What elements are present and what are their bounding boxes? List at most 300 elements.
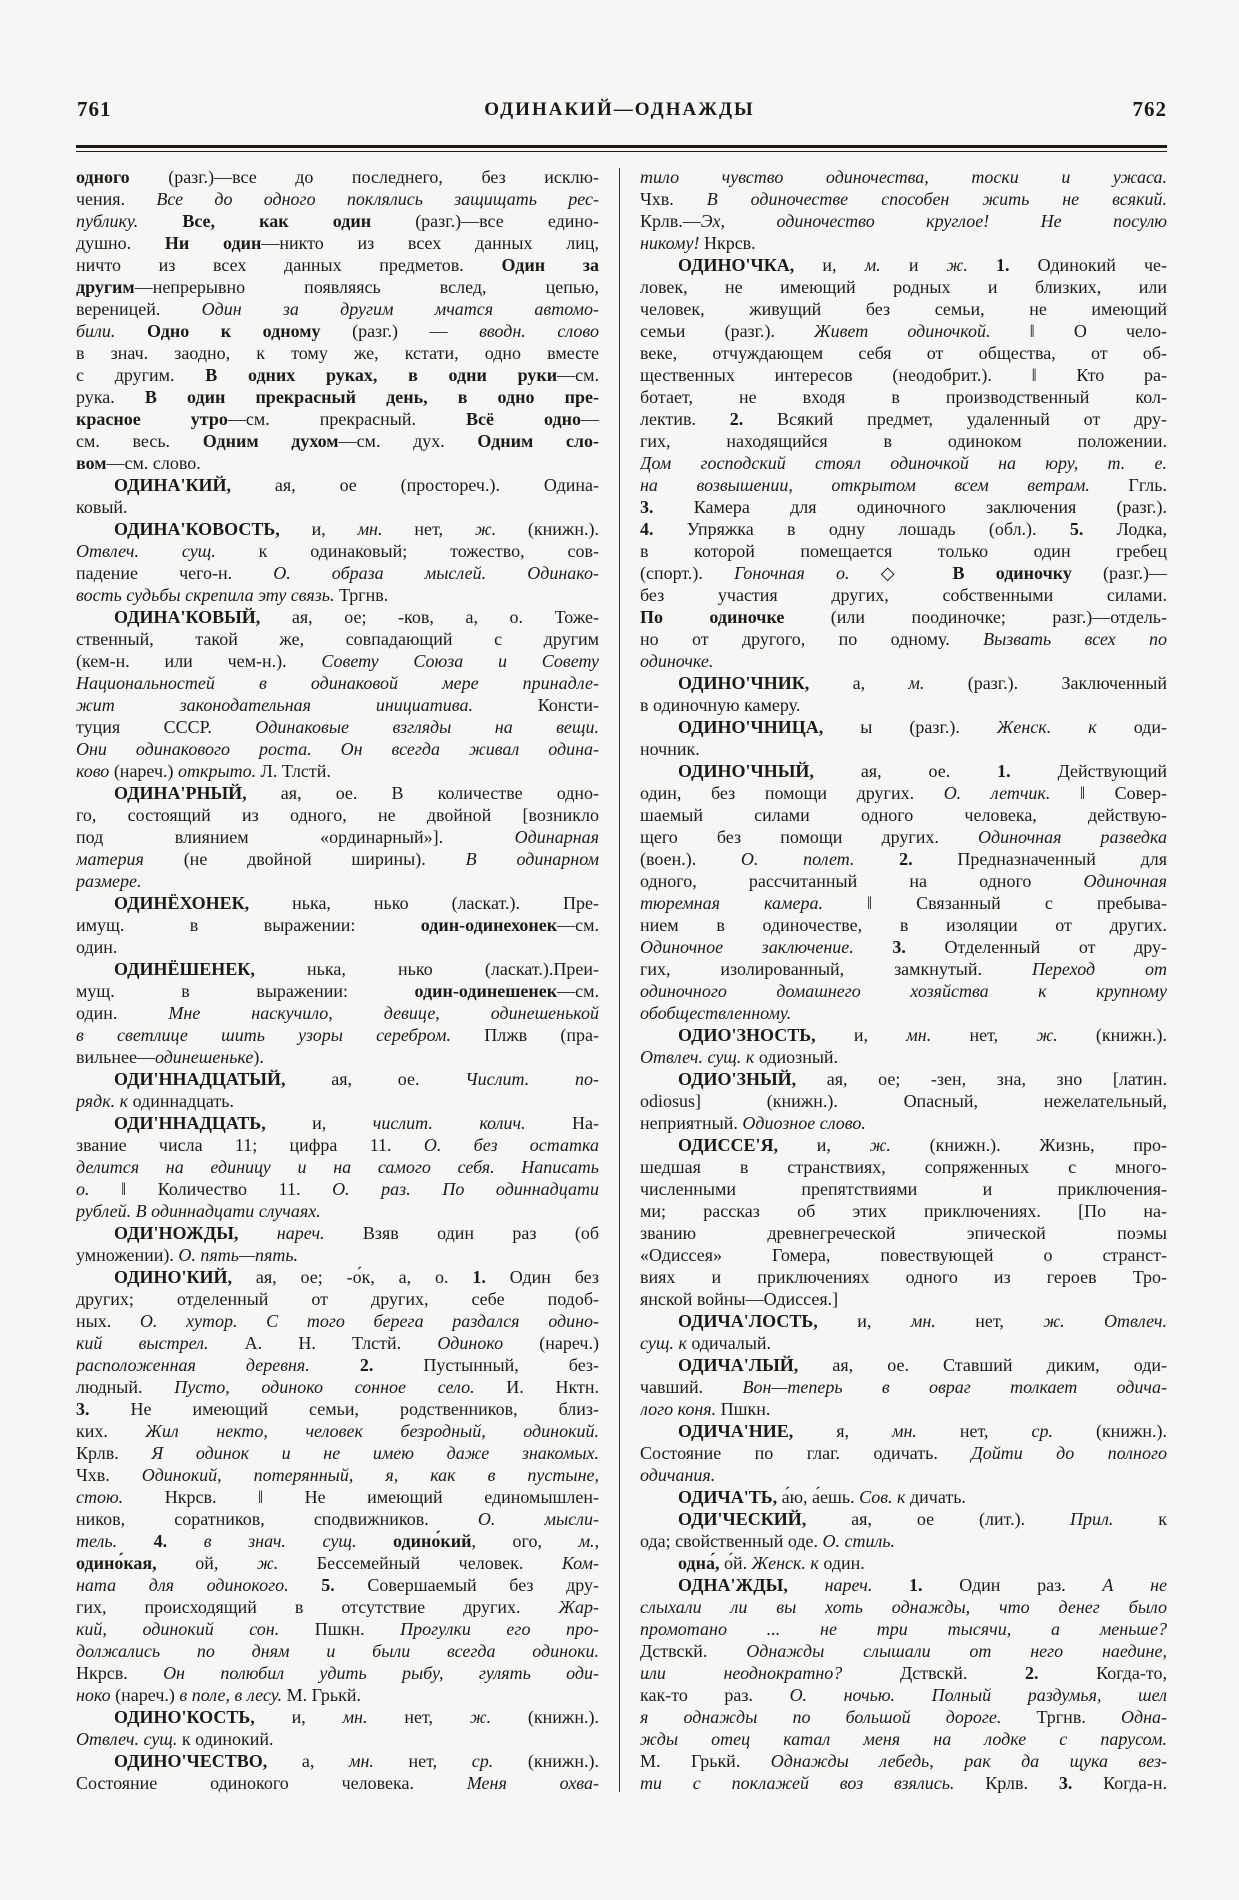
bold-text: одного — [76, 167, 130, 187]
text-line — [640, 738, 1167, 760]
text-line — [76, 452, 599, 474]
text-line — [76, 1376, 599, 1398]
plain-text: Когда-н. — [1072, 1773, 1167, 1793]
italic-text: Все до одного поклялись защищать рес- — [156, 189, 599, 209]
bold-text: ОДИНА'КОВЫЙ, — [114, 607, 261, 627]
plain-text — [872, 1575, 909, 1595]
text-line — [76, 782, 599, 804]
text-line — [640, 694, 1167, 716]
text-line — [76, 1706, 599, 1728]
bold-text: 5. — [321, 1575, 335, 1595]
bold-text: ОДИЧА'НИЕ, — [678, 1421, 794, 1441]
text-line — [76, 716, 599, 738]
italic-text: мн. — [910, 1311, 936, 1331]
italic-text: О. стиль. — [822, 1531, 896, 1551]
text-line — [76, 1596, 599, 1618]
text-line — [76, 166, 599, 188]
text-line — [640, 364, 1167, 386]
italic-text: ж. — [469, 1707, 492, 1727]
plain-text: ковый. — [76, 497, 128, 517]
plain-text: ы (разг.). — [823, 717, 997, 737]
plain-text: Совершаемый без дру- — [334, 1575, 599, 1595]
plain-text: щего без помощи других. — [640, 827, 978, 847]
plain-text: (книжн.). — [1052, 1421, 1167, 1441]
italic-text: Ком- — [561, 1553, 599, 1573]
italic-text: сущ. к — [640, 1333, 687, 1353]
plain-text: Состояние по глаг. одичать. — [640, 1443, 972, 1463]
text-line — [640, 826, 1167, 848]
plain-text: Бессемейный человек. — [278, 1553, 562, 1573]
plain-text: и, — [265, 1113, 373, 1133]
plain-text: Предназначенный для — [912, 849, 1167, 869]
text-line — [76, 826, 599, 848]
italic-text: одичания. — [640, 1465, 716, 1485]
text-line — [640, 958, 1167, 980]
plain-text: ая, ое; -о́к, а, о. — [232, 1267, 473, 1287]
text-line — [640, 562, 1167, 584]
plain-text: (нареч.) — [503, 1333, 599, 1353]
plain-text: ая, ое. В количестве одно- — [246, 783, 599, 803]
text-line — [76, 694, 599, 716]
plain-text: умножении). — [76, 1245, 179, 1265]
plain-text: Когда-то, — [1038, 1663, 1167, 1683]
italic-text: О. ночью. Полный раздумья, шел — [789, 1685, 1167, 1705]
plain-text: ая, ое. — [813, 761, 998, 781]
text-line — [76, 518, 599, 540]
plain-text: нием в одиночестве, в изоляции от других. — [640, 915, 1167, 935]
plain-text: виях и приключениях одного из героев Тро- — [640, 1267, 1167, 1287]
text-line — [640, 1046, 1167, 1068]
text-line — [640, 1530, 1167, 1552]
text-line — [76, 1618, 599, 1640]
bold-text: В одних руках, в одни руки — [205, 365, 558, 385]
plain-text: Одинокий че- — [1009, 255, 1167, 275]
text-line — [76, 320, 599, 342]
plain-text — [310, 1355, 360, 1375]
text-line — [640, 1728, 1167, 1750]
text-line — [76, 1288, 599, 1310]
italic-text: ната для одинокого. — [76, 1575, 289, 1595]
text-line — [640, 1244, 1167, 1266]
plain-text: — — [580, 409, 599, 429]
plain-text: одиннадцать. — [128, 1091, 234, 1111]
text-line — [640, 936, 1167, 958]
plain-text: нька, нько (ласкат.).Преи- — [254, 959, 599, 979]
plain-text: Действующий — [1010, 761, 1167, 781]
plain-text: ода; свойственный оде. — [640, 1531, 823, 1551]
italic-text: никому! — [640, 233, 700, 253]
text-line — [76, 474, 599, 496]
plain-text: (или поодиночке; разг.)—отдель- — [784, 607, 1167, 627]
italic-text: Меня охва- — [466, 1773, 599, 1793]
plain-text: лектив. — [640, 409, 730, 429]
italic-text: Одиноко — [437, 1333, 504, 1353]
plain-text: ‖ Совер- — [1050, 783, 1167, 803]
bold-text: ОДИ'ННАДЦАТЬ, — [114, 1113, 266, 1133]
italic-text: Жар- — [558, 1597, 599, 1617]
bold-text: 1. — [909, 1575, 923, 1595]
text-line — [76, 1244, 599, 1266]
italic-text: В одиночестве способен жить не всякий. — [706, 189, 1167, 209]
bold-text: ОДИЧА'ЛОСТЬ, — [678, 1311, 818, 1331]
text-line — [76, 1046, 599, 1068]
italic-text: Одиночное заключение. — [640, 937, 854, 957]
bold-text: ОДИНА'РНЫЙ, — [114, 783, 247, 803]
plain-text: (книжн.). — [493, 1751, 599, 1771]
plain-text: (книжн.). — [496, 519, 599, 539]
plain-text: одного, рассчитанный на одного — [640, 871, 1084, 891]
italic-text: должались по дням и были всегда одиноки. — [76, 1641, 599, 1661]
text-line — [76, 958, 599, 980]
text-line — [76, 1112, 599, 1134]
plain-text: туция СССР. — [76, 717, 256, 737]
italic-text: В одинарном — [465, 849, 599, 869]
plain-text: ловек, не имеющий родных и близких, или — [640, 277, 1167, 297]
text-line — [76, 1772, 599, 1794]
text-line — [640, 716, 1167, 738]
plain-text: звание числа 11; цифра 11. — [76, 1135, 424, 1155]
bold-text: 1. — [996, 255, 1010, 275]
italic-text: О. образа мыслей. Одинако- — [273, 563, 599, 583]
plain-text — [968, 255, 996, 275]
text-line — [640, 1288, 1167, 1310]
bold-text: ОДИССЕ'Я, — [678, 1135, 778, 1155]
plain-text: и, — [817, 1311, 911, 1331]
text-line — [640, 1706, 1167, 1728]
text-line — [76, 650, 599, 672]
italic-text: нареч. — [276, 1223, 325, 1243]
plain-text — [854, 937, 893, 957]
text-line — [76, 1398, 599, 1420]
plain-text: Консти- — [472, 695, 599, 715]
text-line — [640, 540, 1167, 562]
plain-text: один. — [76, 937, 118, 957]
text-line — [76, 606, 599, 628]
plain-text: (не двойной ширины). — [143, 849, 466, 869]
plain-text: (разг.)—все едино- — [371, 211, 599, 231]
plain-text: Крлв. — [76, 1443, 152, 1463]
italic-text: ж. — [1036, 1025, 1058, 1045]
bold-text: одино́кий — [393, 1531, 472, 1551]
bold-text: По одиночке — [640, 607, 785, 627]
bold-text: ОДИ'ННАДЦАТЫЙ, — [114, 1069, 286, 1089]
text-line — [76, 1662, 599, 1684]
text-line — [76, 1332, 599, 1354]
bold-text: 1. — [997, 761, 1011, 781]
bold-text: ОДИ'ЧЕСКИЙ, — [678, 1509, 807, 1529]
page-number-right: 762 — [1132, 97, 1167, 121]
plain-text: —никто из всех данных лиц, — [261, 233, 599, 253]
italic-text: Одинокий, потерянный, я, как в пустыне, — [141, 1465, 599, 1485]
text-line — [76, 1222, 599, 1244]
bold-text: Один за — [501, 255, 599, 275]
text-line — [640, 1266, 1167, 1288]
text-line — [640, 1750, 1167, 1772]
plain-text: и — [880, 255, 947, 275]
italic-text: Совету Союза и Совету — [321, 651, 599, 671]
italic-text: Дом господский стоял одиночкой на юру, т. е. — [640, 453, 1167, 473]
text-line — [640, 1464, 1167, 1486]
plain-text: но от другого, по одному. — [640, 629, 984, 649]
italic-text: в знач. сущ. — [203, 1531, 357, 1551]
text-line — [640, 892, 1167, 914]
text-line — [640, 1684, 1167, 1706]
text-line — [76, 562, 599, 584]
plain-text: и, — [254, 1707, 343, 1727]
italic-text: О. летчик. — [943, 783, 1051, 803]
bold-text: один-одинешенек — [414, 981, 558, 1001]
plain-text: Отделенный от дру- — [905, 937, 1167, 957]
plain-text: Пустынный, без- — [373, 1355, 599, 1375]
plain-text: о́й. — [719, 1553, 752, 1573]
bold-text: Одним сло- — [477, 431, 599, 451]
plain-text: без участия других, собственными силами. — [640, 585, 1167, 605]
plain-text: Чхв. — [76, 1465, 142, 1485]
plain-text: ‖ Связанный с пребыва- — [823, 893, 1167, 913]
text-line — [640, 870, 1167, 892]
italic-text: промотано ... не три тысячи, а меньше? — [640, 1619, 1167, 1639]
italic-text: Отвлеч. сущ. — [76, 541, 216, 561]
plain-text: ◇ — [849, 563, 953, 583]
text-line — [640, 276, 1167, 298]
plain-text: в знач. заодно, к тому же, кстати, одно вместе — [76, 343, 599, 363]
text-line — [640, 1002, 1167, 1024]
plain-text: Л. Тлстй. — [256, 761, 331, 781]
text-line — [76, 760, 599, 782]
italic-text: открыто. — [178, 761, 257, 781]
text-line — [76, 1750, 599, 1772]
text-line — [76, 870, 599, 892]
plain-text: гих, находящийся в одиноком положении. — [640, 431, 1167, 451]
text-line — [640, 1618, 1167, 1640]
text-line — [76, 188, 599, 210]
plain-text: имущ. в выражении: — [76, 915, 421, 935]
plain-text: чения. — [76, 189, 157, 209]
bold-text: 2. — [899, 849, 913, 869]
plain-text — [115, 321, 147, 341]
plain-text: (книжн.). — [1057, 1025, 1167, 1045]
text-line — [76, 1464, 599, 1486]
italic-text: ж. — [1043, 1311, 1065, 1331]
italic-text: Живет одиночкой. — [814, 321, 991, 341]
bold-text: одино́кая, — [76, 1553, 157, 1573]
italic-text: Прил. — [1069, 1509, 1114, 1529]
plain-text: ая, ое (лит.). — [806, 1509, 1070, 1529]
plain-text: М. Грькй. — [640, 1751, 771, 1771]
plain-text: , ого, — [471, 1531, 579, 1551]
text-line — [76, 1728, 599, 1750]
text-line — [640, 408, 1167, 430]
plain-text: ми; рассказ об этих приключениях. [По на- — [640, 1201, 1167, 1221]
text-line — [640, 1640, 1167, 1662]
italic-text: делится на единицу и на самого себя. Написать — [76, 1157, 599, 1177]
text-line — [640, 1156, 1167, 1178]
plain-text: —см. слово. — [106, 453, 201, 473]
bold-text: ОДИО'ЗНОСТЬ, — [678, 1025, 816, 1045]
italic-text: Пусто, одиноко сонное село. — [174, 1377, 475, 1397]
text-line — [76, 1024, 599, 1046]
plain-text: и, — [778, 1135, 870, 1155]
bold-text: ОДИО'ЗНЫЙ, — [678, 1069, 797, 1089]
plain-text: ая, ое (простореч.). Одина- — [231, 475, 599, 495]
italic-text: мн. — [891, 1421, 917, 1441]
text-line — [640, 1420, 1167, 1442]
plain-text: Тргнв. — [1001, 1707, 1121, 1727]
plain-text: ая, ое. — [285, 1069, 466, 1089]
plain-text: М. Грькй. — [282, 1685, 362, 1705]
text-line — [640, 606, 1167, 628]
plain-text: (книжн.). — [491, 1707, 599, 1727]
bold-text: ОДИНА'КИЙ, — [114, 475, 232, 495]
plain-text: Ггль. — [1089, 475, 1167, 495]
text-line — [76, 408, 599, 430]
plain-text: ой, — [156, 1553, 257, 1573]
bold-text: ОДИ'НОЖДЫ, — [114, 1223, 239, 1243]
text-line — [640, 496, 1167, 518]
plain-text — [1065, 1311, 1104, 1331]
plain-text: чавший. — [640, 1377, 743, 1397]
text-line — [640, 298, 1167, 320]
plain-text: ботает, не входя в производственный кол- — [640, 387, 1167, 407]
text-line — [640, 1134, 1167, 1156]
plain-text: как-то раз. — [640, 1685, 790, 1705]
plain-text: На- — [525, 1113, 599, 1133]
plain-text: —см. — [557, 915, 599, 935]
plain-text: семьи (разг.). — [640, 321, 815, 341]
text-line — [640, 1332, 1167, 1354]
italic-text: Вызвать всех по — [983, 629, 1167, 649]
italic-text: Одна- — [1120, 1707, 1167, 1727]
text-line — [640, 1442, 1167, 1464]
text-line — [76, 980, 599, 1002]
header-rule — [76, 145, 1167, 152]
italic-text: в поле, в лесу. — [179, 1685, 283, 1705]
italic-text: кий выстрел. — [76, 1333, 209, 1353]
text-line — [640, 782, 1167, 804]
text-line — [640, 518, 1167, 540]
italic-text: тюремная камера. — [640, 893, 824, 913]
plain-text: других; отделенный от других, себе подоб- — [76, 1289, 599, 1309]
plain-text: одичалый. — [686, 1333, 772, 1353]
italic-text: ж. — [256, 1553, 279, 1573]
plain-text: вильнее— — [76, 1047, 155, 1067]
bold-text: 2. — [359, 1355, 374, 1375]
plain-text: веке, отчуждающем себя от общества, от об- — [640, 343, 1167, 363]
plain-text: оди- — [1096, 717, 1167, 737]
text-line — [640, 232, 1167, 254]
italic-text: О. раз. По одиннадцати — [332, 1179, 599, 1199]
italic-text: Однажды слышали от него наедине, — [746, 1641, 1167, 1661]
italic-text: материя — [76, 849, 144, 869]
italic-text: ср. — [471, 1751, 494, 1771]
plain-text: А. Н. Тлстй. — [208, 1333, 438, 1353]
text-line — [640, 254, 1167, 276]
italic-text: били. — [76, 321, 116, 341]
plain-text — [356, 1531, 393, 1551]
text-line — [640, 1574, 1167, 1596]
text-line — [76, 738, 599, 760]
italic-text: м. — [578, 1531, 595, 1551]
text-line — [640, 210, 1167, 232]
plain-text: янской войны—Одиссея.] — [640, 1289, 839, 1309]
plain-text: людный. — [76, 1377, 175, 1397]
bold-text: красное утро — [76, 409, 228, 429]
text-line — [640, 650, 1167, 672]
text-line — [640, 1508, 1167, 1530]
plain-text — [788, 1575, 825, 1595]
plain-text: один, без помощи других. — [640, 783, 944, 803]
italic-text: одиночного домашнего хозяйства к крупному — [640, 981, 1167, 1001]
plain-text: нет, — [382, 519, 475, 539]
italic-text: расположенная деревня. — [76, 1355, 310, 1375]
italic-text: м. — [908, 673, 925, 693]
plain-text: Камера для одиночного заключения (разг.). — [653, 497, 1167, 517]
italic-text: Переход от — [1031, 959, 1167, 979]
text-line — [76, 1134, 599, 1156]
text-line — [76, 1354, 599, 1376]
plain-text: Пшкн. — [716, 1399, 771, 1419]
plain-text: (разг.). Заключенный — [924, 673, 1167, 693]
bold-text: 3. — [640, 497, 654, 517]
plain-text: —см. — [557, 365, 599, 385]
italic-text: на возвышении, открытом всем ветрам. — [640, 475, 1090, 495]
plain-text: шедшая в странствиях, сопряженных с много- — [640, 1157, 1167, 1177]
plain-text: ных. — [76, 1311, 140, 1331]
plain-text — [138, 211, 182, 231]
bold-text: ОДИНЁХОНЕК, — [114, 893, 250, 913]
plain-text: (нареч.) — [109, 761, 179, 781]
italic-text: Женск. к — [996, 717, 1097, 737]
text-line — [640, 1376, 1167, 1398]
plain-text: Нкрсв. ‖ Не имеющий единомышлен- — [123, 1487, 599, 1507]
bold-text: ОДИНО'ЧНЫЙ, — [678, 761, 814, 781]
bold-text: ОДИЧА'ЛЫЙ, — [678, 1355, 799, 1375]
plain-text: см. весь. — [76, 431, 203, 451]
plain-text: Пшкн. — [279, 1619, 401, 1639]
italic-text: Вон—теперь в овраг толкает одича- — [742, 1377, 1167, 1397]
italic-text: тило чувство одиночества, тоски и ужаса. — [640, 167, 1167, 187]
text-line — [76, 298, 599, 320]
plain-text: Тргнв. — [334, 585, 389, 605]
bold-text: Ни один — [164, 233, 262, 253]
bold-text: 2. — [729, 409, 744, 429]
text-line — [76, 1640, 599, 1662]
bold-text: ОДИНЁШЕНЕК, — [114, 959, 255, 979]
italic-text: в светлице шить узоры серебром. — [76, 1025, 451, 1045]
text-line — [640, 848, 1167, 870]
italic-text: Они одинакового роста. Он всегда живал одина- — [76, 739, 599, 759]
plain-text: дичать. — [905, 1487, 966, 1507]
italic-text: О. пять—пять. — [178, 1245, 299, 1265]
plain-text: (нареч.) — [110, 1685, 180, 1705]
plain-text: нет, — [935, 1311, 1044, 1331]
plain-text — [117, 1531, 154, 1551]
bold-text: 3. — [1058, 1773, 1073, 1793]
plain-text: (разг.)— — [1071, 563, 1167, 583]
text-line — [640, 1310, 1167, 1332]
italic-text: тель. — [76, 1531, 118, 1551]
bold-text: ОДИНО'КОСТЬ, — [114, 1707, 255, 1727]
italic-text: Он полюбил удить рыбу, гулять оди- — [163, 1663, 599, 1683]
plain-text: шаемый силами одного человека, действую- — [640, 805, 1167, 825]
text-line — [76, 936, 599, 958]
italic-text: Отвлеч. сущ. — [76, 1729, 178, 1749]
italic-text: или неоднократно? — [640, 1663, 843, 1683]
plain-text: ких. — [76, 1421, 146, 1441]
column-divider-rule — [619, 168, 620, 1792]
plain-text: Нкрсв. — [699, 233, 756, 253]
plain-text: и, — [815, 1025, 907, 1045]
